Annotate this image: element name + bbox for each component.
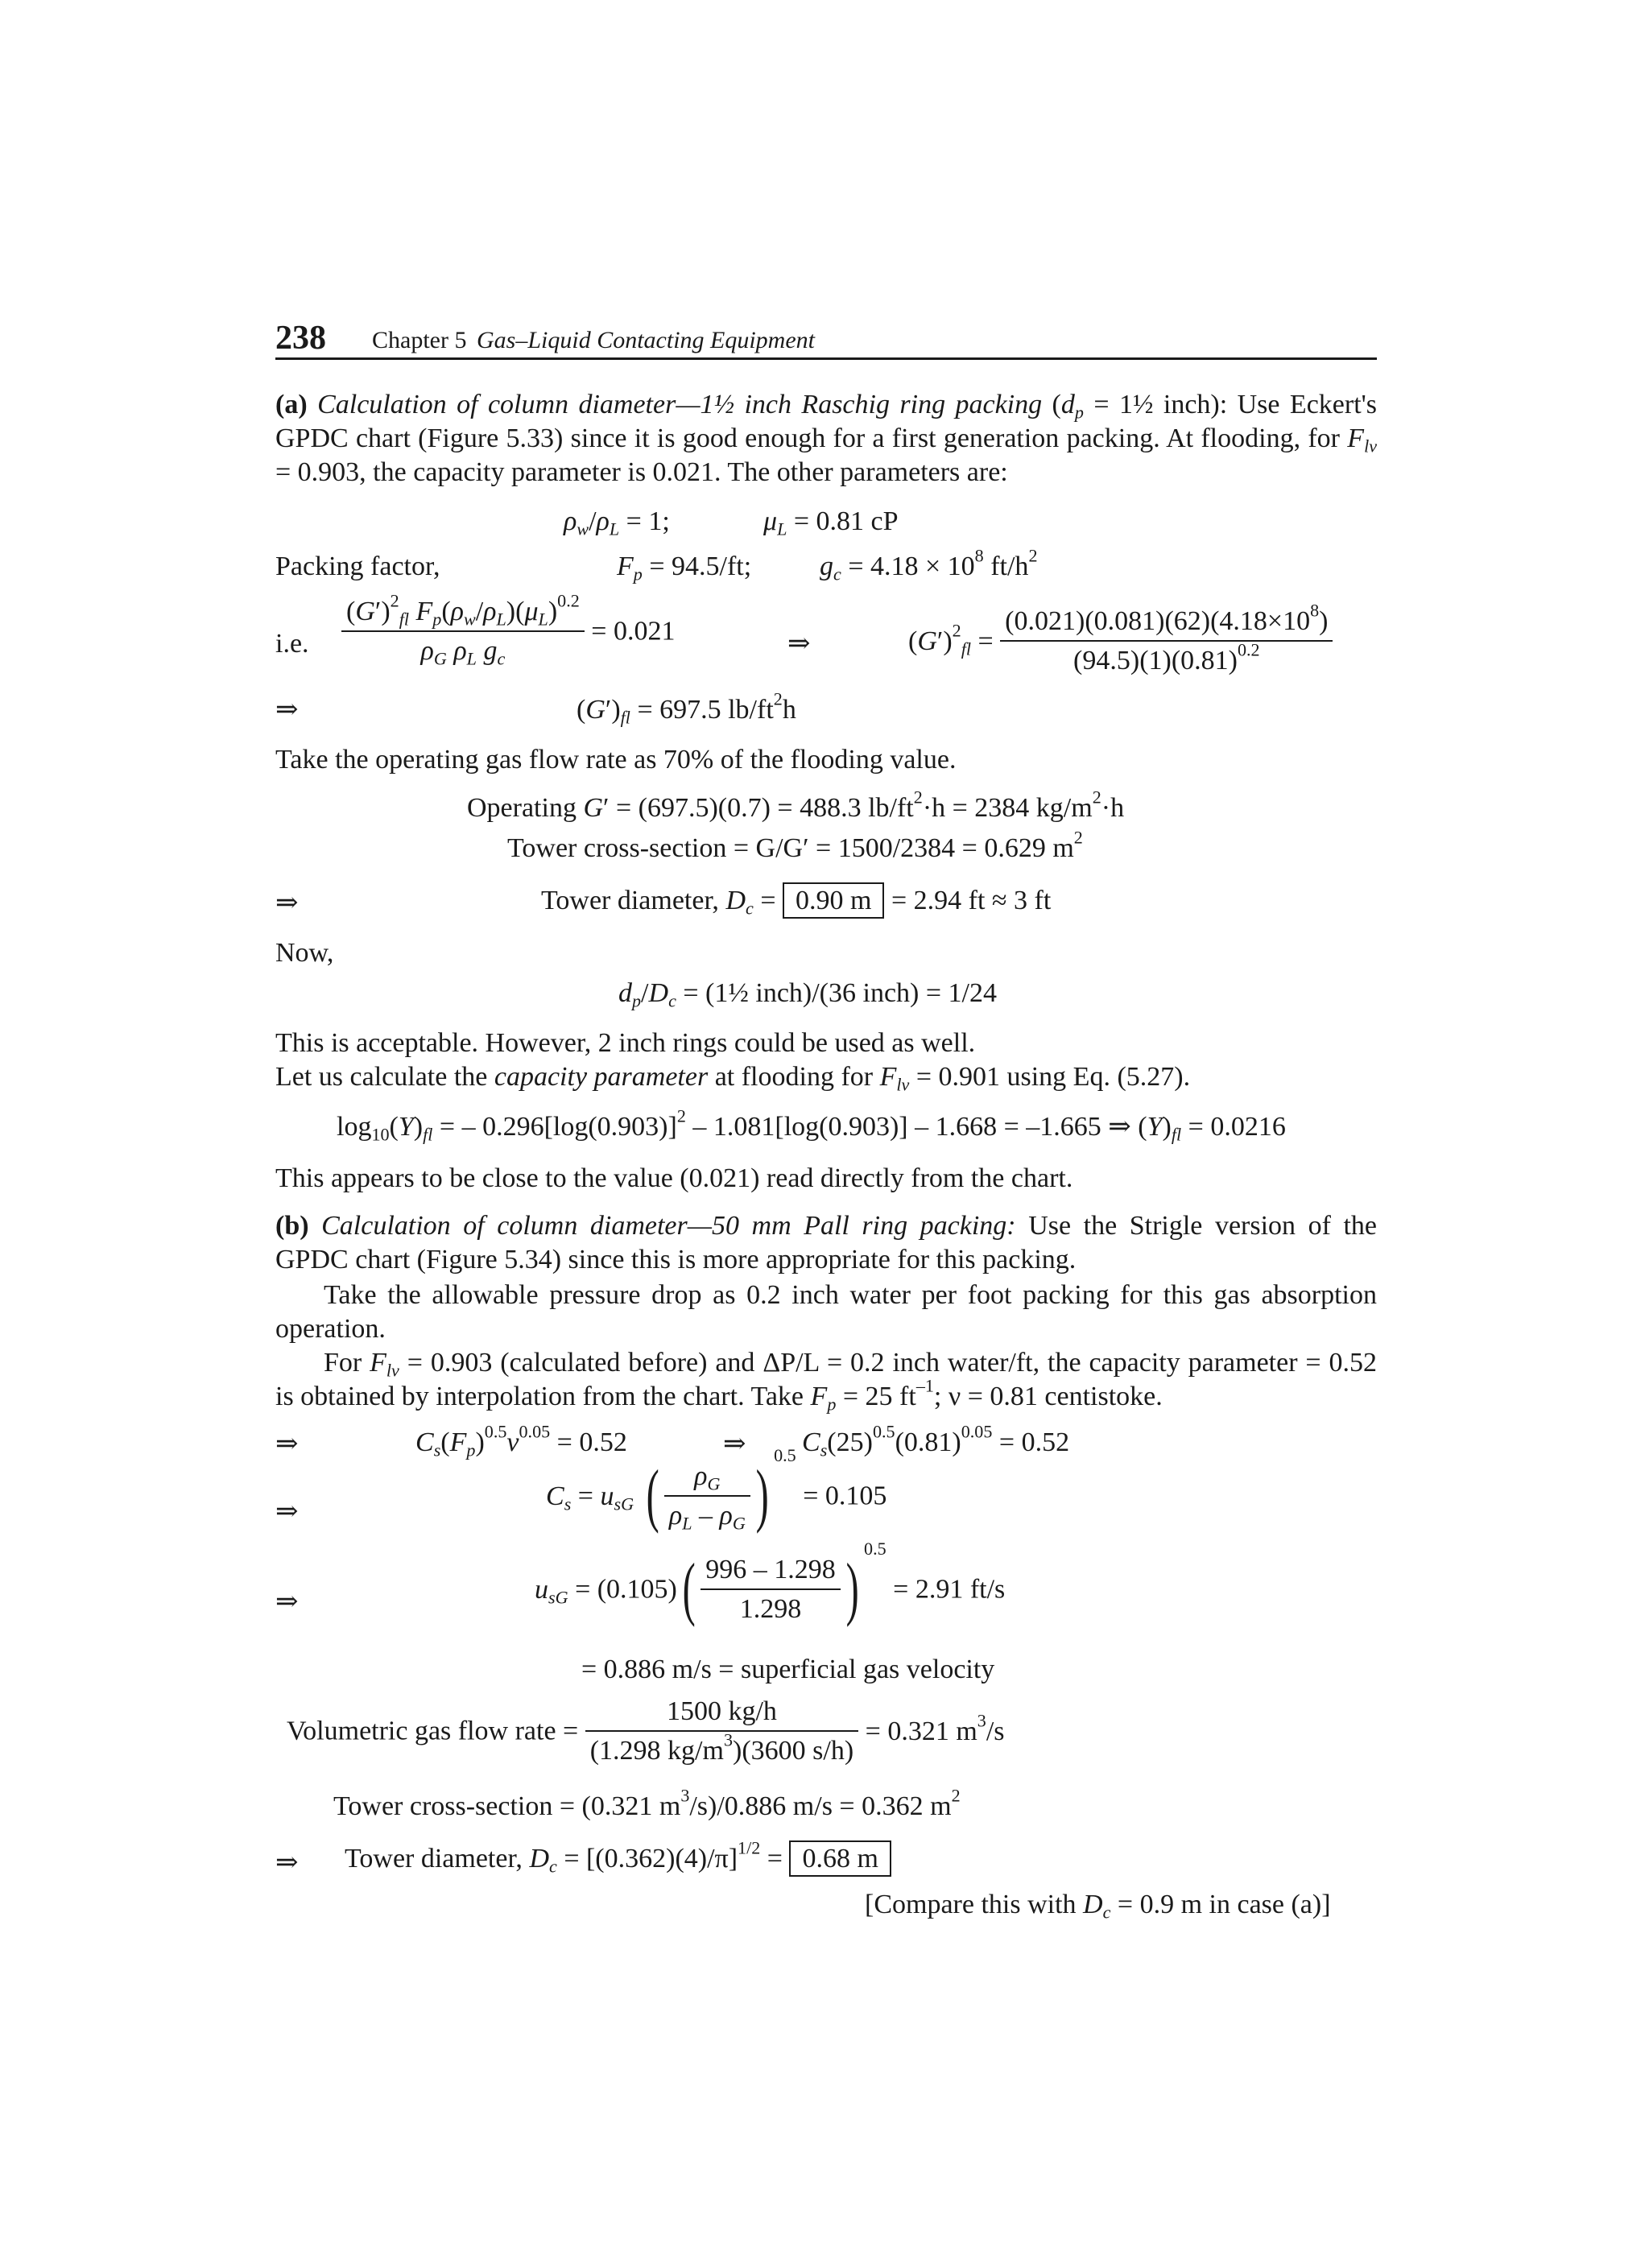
chapter-title: Gas–Liquid Contacting Equipment (477, 327, 815, 353)
part-b-intro: (b) Calculation of column diameter—50 mm Pall ring packing: Use the Strigle version of the GPDC chart (Figure 5.34) since this is more appropriate for this packing. (275, 1211, 1378, 1274)
implies-arrow: ⇒ (723, 1429, 746, 1459)
part-a-heading: Calculation of column diameter—1½ inch Raschig ring packing (317, 390, 1043, 419)
header-rule (275, 357, 1377, 360)
implies-arrow: ⇒ (275, 695, 299, 725)
part-b-label: (b) (275, 1211, 309, 1241)
tower-diameter-b-boxed: 0.68 m (789, 1840, 891, 1877)
allowable-text: Take the allowable pressure drop as 0.2 inch water per foot packing for this gas absorption operation. (275, 1280, 1377, 1344)
packing-factor-label: Packing factor, (275, 552, 440, 581)
implies-arrow: ⇒ (275, 1587, 299, 1617)
appears-text: This appears to be close to the value (0.021) read directly from the chart. (275, 1163, 1073, 1193)
compare-note: [Compare this with $D_c = 0.9$ m in case (a)] (865, 1890, 1331, 1923)
tower-diameter-a: Tower diameter, $D_c = 0.90$ m = 2.94 ft ≈ 3 ft (541, 882, 1051, 919)
cs-equation-left: $C_s(F_p)^{0.5}\nu^{0.05} = 0.52$ (415, 1421, 627, 1460)
now-label: Now, (275, 938, 334, 968)
part-a-intro-text: Use Eckert's GPDC chart (Figure 5.33) since it is good enough for a first generation packing. At flooding, for (275, 390, 1378, 453)
tower-cross-section-b: Tower cross-section = (0.321 $m^3/s)/0.886$ m/s = 0.362 $m^2$ (333, 1785, 961, 1821)
volumetric-flow: Volumetric gas flow rate = $\frac{1500 kg/h}{(1.298 kg/m^3)(3600 s/h)}$ = 0.321 $m^3/s$ (287, 1696, 1005, 1766)
operating-g: Operating G′ = (697.5)(0.7) = 488.3 $lb/ft^2\cdot h = 2384$ $kg/m^2\cdot h$ (467, 787, 1125, 823)
take-operating-text: Take the operating gas flow rate as 70% of the flooding value. (275, 745, 957, 775)
cs-equation-right: $C_s(25)^{0.5}(0.81)^{0.05} = 0.52$ (802, 1421, 1070, 1460)
part-b-heading: Calculation of column diameter—50 mm Pall ring packing: (321, 1211, 1016, 1241)
param-gc: $g_c = 4.18 \times 10^8$ $ft/h^2$ (820, 545, 1038, 585)
cs-definition: $C_s = u_{sG}$ ( $\frac{\rho_G}{\rho_L - \rho_G}$ )$^{0.5}$ = 0.105 (546, 1445, 887, 1535)
flv-value: = 0.903, the capacity parameter is 0.021. The other parameters are: (275, 457, 1008, 487)
param-mu: $\mu_L = 0.81$ cP (763, 506, 899, 539)
implies-arrow: ⇒ (275, 1848, 299, 1878)
chapter-label: Chapter 5 (372, 327, 467, 353)
tower-diameter-b: Tower diameter, $D_c = [(0.362)(4)/\pi]^{1/2} = 0.68$ m (345, 1840, 891, 1877)
page-number: 238 (275, 320, 326, 357)
implies-arrow: ⇒ (787, 629, 811, 659)
acceptable-text: This is acceptable. However, 2 inch rings could be used as well. (275, 1028, 976, 1058)
part-a-label: (a) (275, 390, 308, 419)
part-a-intro: (a) Calculation of column diameter—1½ inch Raschig ring packing ($d_p$ = 1½ inch): Use Eckert's GPDC chart (Figure 5.33) since it is good enough for a first generation packing. At flooding, for $F_{lv} = 0.903$, the capacity parameter is 0.021. The other parameters are: (275, 390, 1378, 487)
implies-arrow: ⇒ (275, 1429, 299, 1459)
for-flv-text: For $F_{lv} = 0.903$ (calculated before) and ΔP/L = 0.2 inch water/ft, the capacity parameter = 0.52 is obtained by interpolation from the chart. Take $F_p = 25$ $ft^{-1}$; ν = 0.81 centistoke. (275, 1348, 1377, 1415)
gfl-equation: $(G')^2_{fl}$ = $\frac{(0.021)(0.081)(62)(4.18\times 10^8)}{(94.5)(1)(0.81)^{0.2}}$ (908, 605, 1333, 676)
ie-label: i.e. (275, 629, 309, 659)
param-rho-ratio: $\rho_w/\rho_L = 1$; (564, 506, 670, 539)
gfl-result: $(G')_{fl} = 697.5$ $lb/ft^2h$ (577, 688, 796, 728)
dp-value: 1½ inch (1118, 390, 1211, 419)
flooding-equation: $\frac{(G')^2_{fl} F_p(\rho_w/\rho_L)(\mu_L)^{0.2}}{\rho_G \rho_L g_c}$ = 0.021 (341, 596, 675, 667)
param-fp: $F_p = 94.5/ft$; (617, 552, 752, 585)
log-equation: $\log_{10}(Y)_{fl}$ = – $0.296[\log(0.903)]^2 - 1.081[\log(0.903)] - 1.668 = -1.665$ ⇒ $(Y)_{fl} = 0.0216$ (337, 1105, 1286, 1145)
implies-arrow: ⇒ (275, 888, 299, 918)
tower-cross-section-a: Tower cross-section = G/G′ = 1500/2384 = 0.629 $m^2$ (507, 827, 1083, 863)
tower-diameter-boxed: 0.90 m (783, 882, 884, 919)
implies-arrow: ⇒ (275, 1497, 299, 1526)
usg-equation: $u_{sG} = (0.105)$( $\frac{996 - 1.298}{1.298}$ )$^{0.5}$ = 2.91 ft/s (535, 1539, 1006, 1629)
let-us-calculate: Let us calculate the capacity parameter at flooding for $F_{lv} = 0.901$ using Eq. (5.27). (275, 1062, 1191, 1095)
usg-ms: = 0.886 m/s = superficial gas velocity (581, 1655, 995, 1684)
dp-dc-ratio: $d_p/D_c$ = (1½ inch)/(36 inch) = 1/24 (618, 978, 997, 1011)
